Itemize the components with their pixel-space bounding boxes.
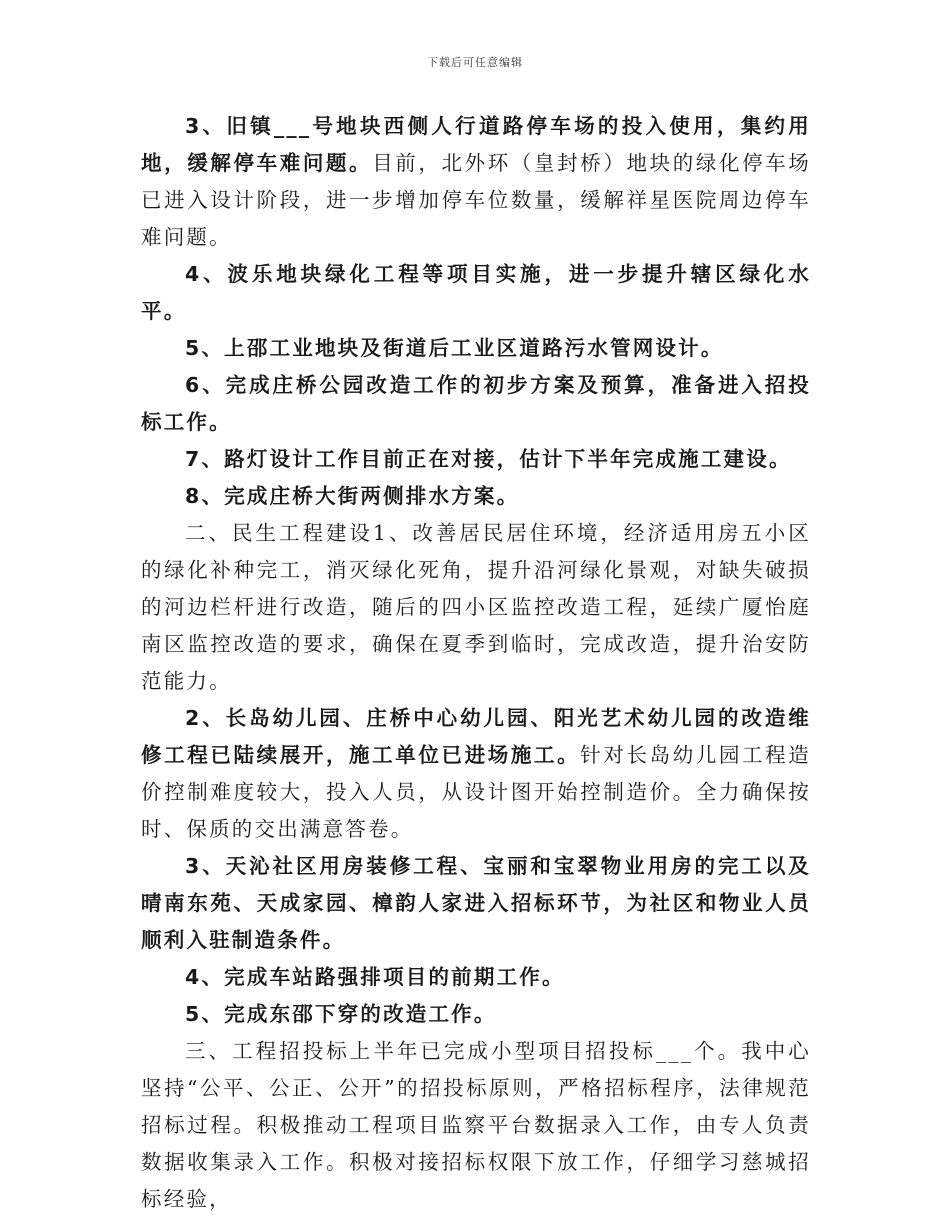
paragraph-2-kindergarten bbox=[141, 700, 811, 848]
document-body bbox=[141, 108, 811, 1218]
paragraph-bold: 5、完成东邵下穿的改造工作。 bbox=[185, 1002, 497, 1026]
paragraph-bold: 4、完成车站路强排项目的前期工作。 bbox=[185, 965, 565, 989]
paragraph-3-community bbox=[141, 848, 811, 959]
paragraph-bold: 5、上邵工业地块及街道后工业区道路污水管网设计。 bbox=[185, 336, 724, 360]
paragraph-7-streetlight bbox=[141, 441, 811, 478]
paragraph-5-underpass bbox=[141, 996, 811, 1033]
paragraph-bold: 3、天沁社区用房装修工程、宝丽和宝翠物业用房的完工以及晴南东苑、天成家园、樟韵人家进入招标环节，为社区和物业人员顺利入驻制造条件。 bbox=[141, 854, 811, 952]
paragraph-normal: 目前，北外环（皇封桥）地块的绿化停车场已进入设计阶段，进一步增加停车位数量，缓解祥星医院周边停车难问题。 bbox=[141, 151, 811, 249]
paragraph-5-sewage bbox=[141, 330, 811, 367]
paragraph-8-drainage bbox=[141, 478, 811, 515]
paragraph-normal: 二、民生工程建设1、改善居民居住环境，经济适用房五小区的绿化补种完工，消灭绿化死角，提升沿河绿化景观，对缺失破损的河边栏杆进行改造，随后的四小区监控改造工程，延续广厦怡庭南区监控改造的要求，确保在夏季到临时，完成改造，提升治安防范能力。 bbox=[141, 521, 811, 693]
paragraph-4-station-road bbox=[141, 959, 811, 996]
paragraph-bold: 8、完成庄桥大街两侧排水方案。 bbox=[185, 484, 520, 508]
page-header: 下载后可任意编辑 bbox=[427, 56, 523, 69]
paragraph-4-greening bbox=[141, 256, 811, 330]
paragraph-bold: 6、完成庄桥公园改造工作的初步方案及预算，准备进入招投标工作。 bbox=[141, 373, 811, 434]
paragraph-6-park bbox=[141, 367, 811, 441]
paragraph-bold: 2、长岛幼儿园、庄桥中心幼儿园、阳光艺术幼儿园的改造维修工程已陆续展开，施工单位已进场施工。 bbox=[141, 706, 811, 767]
paragraph-bold: 3、旧镇___号地块西侧人行道路停车场的投入使用，集约用地，缓解停车难问题。 bbox=[141, 114, 811, 175]
paragraph-section-2 bbox=[141, 515, 811, 700]
paragraph-3-parking bbox=[141, 108, 811, 256]
paragraph-bold: 4、波乐地块绿化工程等项目实施，进一步提升辖区绿化水平。 bbox=[141, 262, 811, 323]
paragraph-bold: 7、路灯设计工作目前正在对接，估计下半年完成施工建设。 bbox=[185, 447, 792, 471]
paragraph-section-3 bbox=[141, 1033, 811, 1218]
paragraph-normal: 针对长岛幼儿园工程造价控制难度较大，投入人员，从设计图开始控制造价。全力确保按时、保质的交出满意答卷。 bbox=[141, 743, 811, 841]
paragraph-normal: 三、工程招投标上半年已完成小型项目招投标___个。我中心坚持“公平、公正、公开”的招投标原则，严格招标程序，法律规范招标过程。积极推动工程项目监察平台数据录入工作，由专人负责数据收集录入工作。积极对接招标权限下放工作，仔细学习慈城招标经验， bbox=[141, 1039, 811, 1211]
